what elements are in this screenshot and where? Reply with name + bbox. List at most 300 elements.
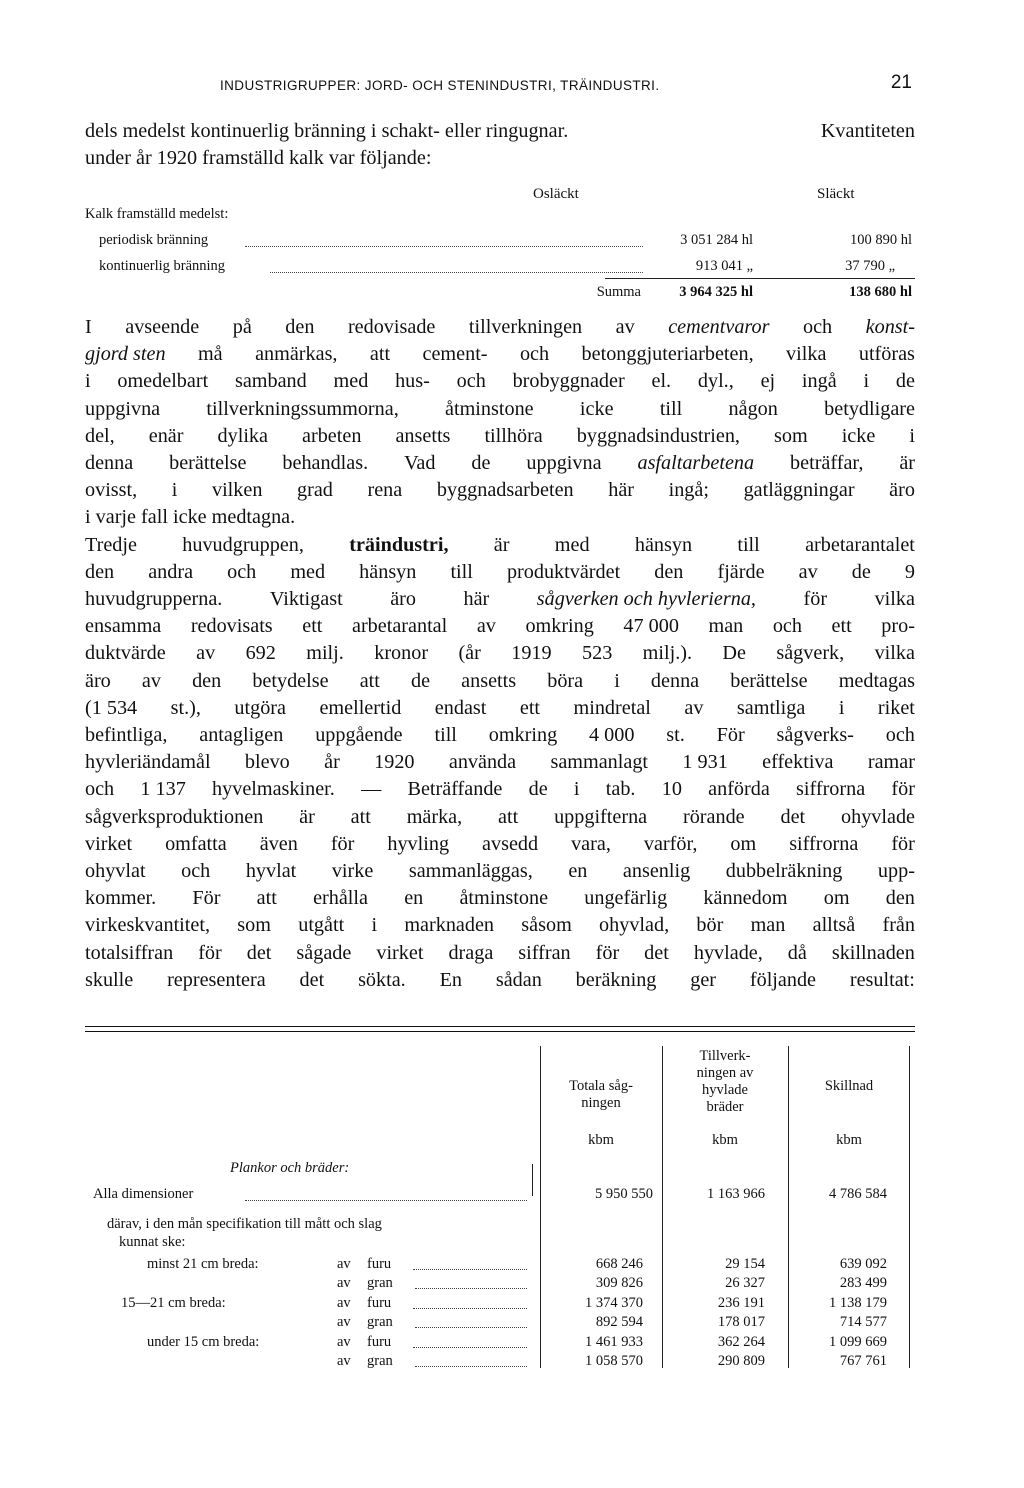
word: av (798, 560, 818, 583)
kalk-row-slackt: 100 890 hl (849, 232, 912, 248)
word: varför, (643, 832, 698, 855)
word: fjärde (717, 560, 765, 583)
word: För (192, 887, 221, 910)
word: att (369, 343, 391, 366)
word: riket (877, 696, 915, 719)
row-av: av (337, 1334, 351, 1350)
word: effektiva (762, 751, 834, 774)
word: hänsyn (359, 560, 417, 583)
word: hänsyn (634, 533, 693, 556)
word: avsedd (482, 832, 539, 855)
row-wood: gran (367, 1314, 393, 1330)
leader-dots (413, 1269, 527, 1270)
col-header-slackt: Släckt (817, 186, 855, 202)
word: att (359, 669, 380, 692)
row-hyvlade: 290 809 (717, 1353, 765, 1369)
row-hyvlade: 236 191 (717, 1295, 765, 1311)
word: 47 000 (623, 615, 679, 638)
word: st.), (170, 696, 201, 719)
word: behandlas. (282, 452, 369, 475)
word: sågverken och hyvlerierna, (536, 588, 756, 611)
running-head: INDUSTRIGRUPPER: JORD- OCH STENINDUSTRI, TRÄINDUSTRI. (220, 78, 660, 93)
intro-line-1-text: dels medelst kontinuerlig bränning i schakt- eller ringugnar. (85, 120, 569, 142)
word: med (554, 533, 590, 556)
leader-dots (415, 1327, 527, 1328)
word: 1 137 (140, 778, 186, 801)
row-totala: 1 461 933 (585, 1334, 643, 1350)
word: 1919 (511, 642, 552, 665)
word: och (456, 370, 486, 393)
column-divider (909, 1046, 910, 1368)
word: ohyvlade (841, 805, 915, 828)
word: av (615, 316, 635, 338)
row-wood: furu (367, 1334, 392, 1350)
word: sågverk, (776, 642, 845, 665)
word: äro (85, 669, 111, 692)
word: de (410, 669, 431, 692)
word: hyvelmaskiner. (212, 778, 335, 801)
word: de (851, 560, 871, 583)
word: beträffar, (790, 452, 864, 475)
sawmill-table (85, 1036, 915, 1372)
word: ansetts (395, 424, 451, 447)
word: gatläggningar (743, 479, 855, 502)
row-wood: gran (367, 1275, 393, 1291)
word: dyl., (697, 370, 734, 393)
word: till (434, 724, 457, 747)
body-line (85, 586, 915, 613)
row-skillnad: 767 761 (839, 1353, 887, 1369)
word: är (299, 805, 315, 828)
word: virket (376, 941, 424, 964)
word: draga (448, 941, 494, 964)
intro-paragraph (85, 118, 915, 172)
word: de (471, 452, 491, 475)
kalk-group-label: Kalk framställd medelst: (85, 206, 229, 222)
word: hus- (395, 370, 430, 393)
word: denna (85, 452, 134, 475)
word: En (439, 968, 463, 991)
word: arbetarantal (351, 615, 448, 638)
word: kronor (374, 642, 429, 665)
word: 9 (904, 560, 915, 583)
word: arbeten (302, 424, 362, 447)
word: ohyvlad, (599, 914, 670, 937)
word: bör (696, 914, 724, 937)
word: man (750, 914, 786, 937)
word: utgöra (234, 696, 286, 719)
word: för (803, 588, 828, 611)
body-line (85, 450, 915, 477)
word: ingå; (668, 479, 709, 502)
body-line (85, 477, 915, 504)
word: ungefärlig (584, 887, 668, 910)
row-av: av (337, 1353, 351, 1369)
word: huvudgruppen, (182, 533, 304, 556)
word: för (198, 941, 222, 964)
word: hyvlat (245, 860, 297, 883)
word: äro (390, 588, 416, 611)
word: redovisade (347, 316, 436, 338)
body-line (85, 967, 915, 994)
word: kännedom (703, 887, 788, 910)
word: hyvlade, (693, 941, 763, 964)
word: äro (889, 479, 915, 502)
word: siffrorna (796, 778, 866, 801)
word: vara, (571, 832, 611, 855)
word: år (324, 751, 340, 774)
word: ett (302, 615, 323, 638)
word: rörande (682, 805, 745, 828)
word: De (722, 642, 746, 665)
word: omedelbart (117, 370, 209, 393)
row-hyvlade: 29 154 (725, 1256, 765, 1272)
word: sökta. (358, 968, 406, 991)
intro-line-1 (85, 118, 915, 145)
word: dubbelräkning (725, 860, 843, 883)
word: endast (434, 696, 487, 719)
word: vilka (874, 588, 915, 611)
body-line (85, 559, 915, 586)
word: ovisst, (85, 479, 138, 502)
word: marknaden (404, 914, 495, 937)
word: byggnadsarbeten (436, 479, 574, 502)
kalk-row-label: periodisk bränning (99, 232, 209, 248)
word: alltså (812, 914, 856, 937)
word: med (290, 560, 326, 583)
word: böra (547, 669, 584, 692)
body-line (85, 804, 915, 831)
word: i (838, 696, 845, 719)
word: ansetts (461, 669, 517, 692)
word: ej (760, 370, 776, 393)
word: berättelse (730, 669, 808, 692)
column-divider (662, 1046, 663, 1368)
word: ett (831, 615, 852, 638)
body-line (85, 695, 915, 722)
col-header-oslackt: Osläckt (533, 186, 579, 202)
word: arbetarantalet (805, 533, 915, 556)
word: träindustri, (349, 533, 449, 556)
word: upp- (877, 860, 915, 883)
word: av (684, 696, 704, 719)
word: det (644, 941, 669, 964)
body-line (85, 504, 915, 531)
word: kommer. (85, 887, 157, 910)
word: milj. (306, 642, 344, 665)
word: av (141, 669, 161, 692)
word: må (197, 343, 223, 366)
word: icke (579, 397, 614, 420)
word: de (895, 370, 915, 393)
row-width-label: minst 21 cm breda: (147, 1256, 259, 1272)
word: 4 000 (589, 724, 635, 747)
row-skillnad: 714 577 (839, 1314, 887, 1330)
word: ett (519, 696, 541, 719)
word: att (350, 805, 371, 828)
word: ansenlig (622, 860, 691, 883)
column-divider (788, 1046, 789, 1368)
word: 692 (245, 642, 276, 665)
word: sågverks- (776, 724, 854, 747)
body-line (85, 722, 915, 749)
darav-line-2: kunnat ske: (119, 1234, 186, 1250)
word: virke (331, 860, 374, 883)
word: och (885, 724, 915, 747)
row-skillnad: 639 092 (839, 1256, 887, 1272)
word: cementvaror (668, 316, 770, 338)
kalk-row-slackt: 37 790 „ (845, 258, 895, 274)
word: Beträffande (407, 778, 503, 801)
word: uppgifterna (554, 805, 648, 828)
word: använda (448, 751, 517, 774)
word: här (608, 479, 634, 502)
row-av: av (337, 1275, 351, 1291)
word: 523 (582, 642, 613, 665)
word: i (85, 370, 91, 393)
word: vilken (211, 479, 263, 502)
leader-dots (245, 1200, 527, 1201)
word: tillverkningssummorna, (206, 397, 399, 420)
word: de (528, 778, 548, 801)
word: hyvleriändamål (85, 751, 211, 774)
header-totala (543, 1078, 659, 1112)
word: resultat: (849, 968, 915, 991)
header-line: ningen (581, 1095, 621, 1111)
word: el. (651, 370, 672, 393)
word: dylika (217, 424, 268, 447)
row-av: av (337, 1256, 351, 1272)
kalk-sum-label: Summa (596, 284, 641, 300)
word: uppgivna (526, 452, 602, 475)
word: att (498, 805, 519, 828)
word: den (85, 560, 115, 583)
word: i (863, 370, 870, 393)
row-totala: 668 246 (595, 1256, 643, 1272)
word: i (573, 778, 580, 801)
kalk-row-oslackt: 913 041 „ (695, 258, 753, 274)
word: del, (85, 424, 115, 447)
row-totala: 892 594 (595, 1314, 643, 1330)
word: hyvling (387, 832, 450, 855)
alla-hyvlade: 1 163 966 (707, 1186, 765, 1202)
header-line: Totala såg- (569, 1078, 633, 1094)
section-label: Plankor och bräder: (230, 1160, 350, 1176)
word: 10 (661, 778, 682, 801)
word: betydligare (824, 397, 915, 420)
header-line: hyvlade (702, 1082, 748, 1098)
word: av (196, 642, 216, 665)
word: om (823, 887, 850, 910)
word: den (285, 316, 315, 338)
word: i (171, 479, 178, 502)
word: och (227, 560, 257, 583)
word: i (909, 424, 915, 447)
word: sammanläggas, (408, 860, 533, 883)
row-wood: furu (367, 1295, 392, 1311)
word: som (237, 914, 271, 937)
word: brobyggnader (512, 370, 625, 393)
word: st. (666, 724, 685, 747)
row-av: av (337, 1314, 351, 1330)
body-line (85, 776, 915, 803)
kalk-row-label: kontinuerlig bränning (99, 258, 226, 274)
word: i (614, 669, 620, 692)
intro-line-2: under år 1920 framställd kalk var följande: (85, 147, 432, 170)
word: ger (690, 968, 717, 991)
word: här (463, 588, 490, 611)
word: den (654, 560, 684, 583)
unit-label: kbm (836, 1132, 862, 1148)
word: samtliga (736, 696, 806, 719)
word: enär (148, 424, 184, 447)
word: det (780, 805, 806, 828)
word: skillnaden (831, 941, 915, 964)
word: om (730, 832, 757, 855)
word: mindretal (573, 696, 651, 719)
word: (år (458, 642, 481, 665)
kalk-table (85, 186, 915, 306)
word: samband (234, 370, 307, 393)
word: märka, (406, 805, 463, 828)
row-wood: furu (367, 1256, 392, 1272)
word: skulle (85, 968, 134, 991)
word: erhålla (313, 887, 368, 910)
word: milj.). (642, 642, 693, 665)
word: denna (650, 669, 700, 692)
word: virket (85, 832, 133, 855)
word: ingå (801, 370, 837, 393)
word: pro- (881, 615, 915, 638)
word: icke (841, 424, 876, 447)
word: även (259, 832, 298, 855)
body-line (85, 831, 915, 858)
word: konst- (865, 316, 915, 338)
header-skillnad (791, 1078, 907, 1095)
row-width-label: under 15 cm breda: (147, 1334, 260, 1350)
header-tillverkningen (665, 1048, 785, 1116)
row-av: av (337, 1295, 351, 1311)
row-hyvlade: 178 017 (717, 1314, 765, 1330)
word: utföras (858, 343, 915, 366)
word: till (450, 560, 473, 583)
word: uppgående (315, 724, 403, 747)
word: åtminstone (445, 397, 534, 420)
word: sådan (495, 968, 542, 991)
word: produktvärdet (506, 560, 621, 583)
word: beräkning (575, 968, 657, 991)
row-skillnad: 1 099 669 (829, 1334, 887, 1350)
word: berättelse (169, 452, 247, 475)
word: siffrorna (789, 832, 859, 855)
body-line (85, 341, 915, 368)
word: då (787, 941, 807, 964)
word: andra (148, 560, 194, 583)
body-line (85, 749, 915, 776)
body-line (85, 423, 915, 450)
sum-rule (605, 278, 915, 279)
word: cement- (422, 343, 488, 366)
word: siffran (518, 941, 571, 964)
word: avseende (125, 316, 200, 338)
word: för (595, 941, 620, 964)
table-top-rule (85, 1031, 915, 1032)
row-skillnad: 1 138 179 (829, 1295, 887, 1311)
word: som (774, 424, 808, 447)
word: med (333, 370, 369, 393)
leader-dots (415, 1366, 527, 1367)
word: åtminstone (459, 887, 549, 910)
word: betonggjuteriarbeten, (581, 343, 754, 366)
word: grad (297, 479, 333, 502)
word: någon (728, 397, 778, 420)
word: den (885, 887, 915, 910)
word: man (708, 615, 744, 638)
leader-dots (270, 272, 643, 273)
word: en (568, 860, 588, 883)
table-top-rule (85, 1026, 915, 1027)
word: redovisats (190, 615, 273, 638)
word: omkring (488, 724, 558, 747)
row-wood: gran (367, 1353, 393, 1369)
word: tillverkningen (468, 316, 583, 338)
word: omfatta (165, 832, 227, 855)
word: rena (367, 479, 403, 502)
kalk-row-oslackt: 3 051 284 hl (680, 232, 753, 248)
word: Viktigast (269, 588, 343, 611)
body-line (85, 532, 915, 559)
word: medtagas (838, 669, 915, 692)
word: utgått (298, 914, 345, 937)
word: sågverksproduktionen (85, 805, 264, 828)
word: såsom (521, 914, 572, 937)
word: sammanlagt (550, 751, 649, 774)
body-line (85, 396, 915, 423)
word: är (493, 533, 510, 556)
word: ramar (867, 751, 915, 774)
word: tab. (605, 778, 636, 801)
word: och (85, 778, 115, 801)
word: ohyvlat (85, 860, 146, 883)
body-line (85, 640, 915, 667)
row-hyvlade: 362 264 (717, 1334, 765, 1350)
word: För (716, 724, 745, 747)
kalk-sum-slackt: 138 680 hl (849, 284, 912, 300)
word: huvudgrupperna. (85, 588, 223, 611)
word: betydelse (252, 669, 329, 692)
word: — (361, 778, 382, 801)
word: i varje fall icke medtagna. (85, 506, 296, 529)
word: (1 534 (85, 696, 138, 719)
word: följande (749, 968, 817, 991)
row-totala: 309 826 (595, 1275, 643, 1291)
row-divider (532, 1164, 533, 1196)
body-line (85, 368, 915, 395)
word: av (476, 615, 496, 638)
word: gjord sten (85, 343, 166, 366)
row-totala: 1 374 370 (585, 1295, 643, 1311)
word: på (232, 316, 252, 338)
word: anmärkas, (255, 343, 338, 366)
word: till (659, 397, 683, 420)
body-line (85, 940, 915, 967)
word: virkeskvantitet, (85, 914, 211, 937)
row-hyvlade: 26 327 (725, 1275, 765, 1291)
word: omkring (525, 615, 594, 638)
word: sågade (296, 941, 352, 964)
word: befintliga, (85, 724, 168, 747)
header-line: bräder (706, 1099, 744, 1115)
